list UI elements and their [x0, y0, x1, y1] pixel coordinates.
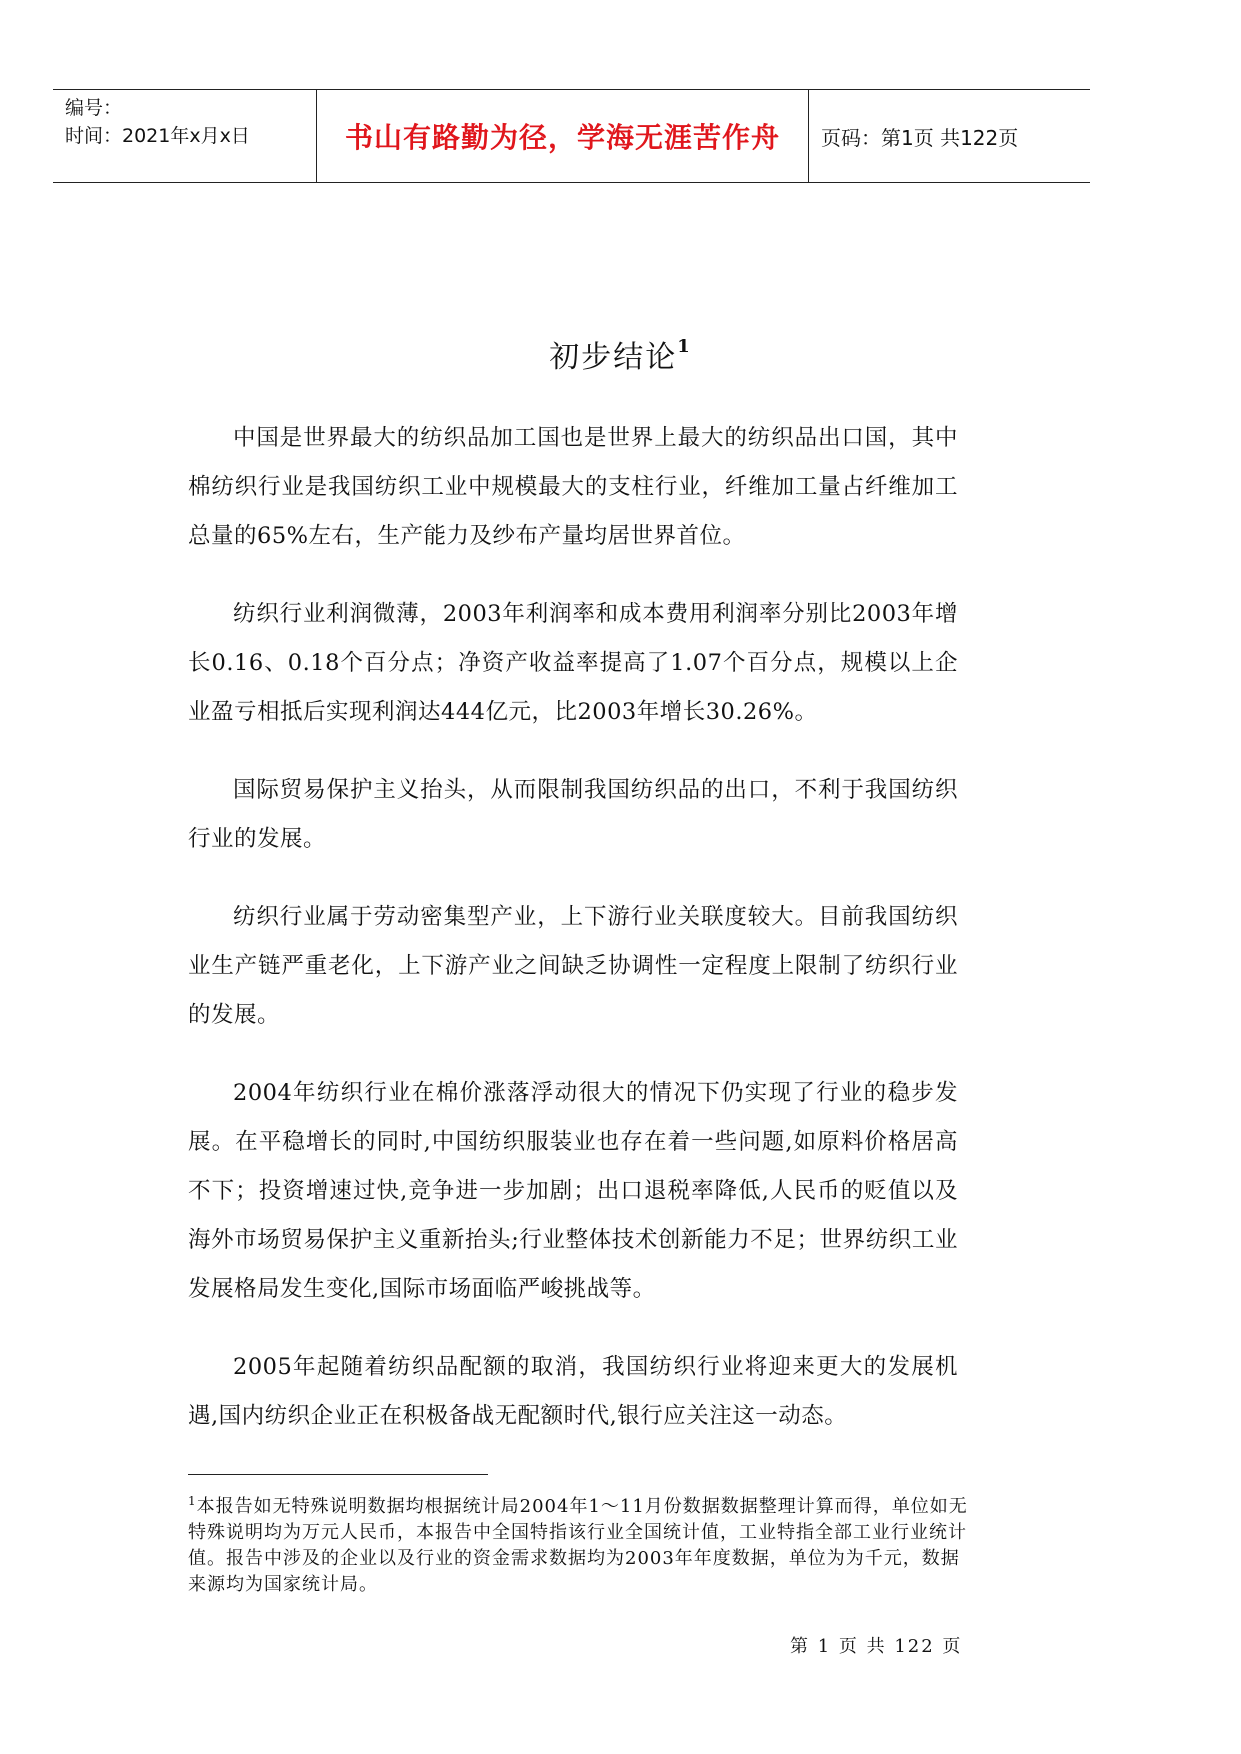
footnote — [188, 1488, 968, 1598]
page-title-text: 初步结论 — [549, 340, 678, 375]
footnote-text: 本报告如无特殊说明数据均根据统计局2004年1～11月份数据数据整理计算而得，单位如无特殊说明均为万元人民币，本报告中全国特指该行业全国统计值，工业特指全部工业行业统计值。报告中涉及的企业以及行业的资金需求数据均为2003年年度数据，单位为为千元，数据来源均为国家统计局。 — [188, 1496, 968, 1595]
header-meta — [53, 90, 317, 182]
paragraph: 国际贸易保护主义抬头，从而限制我国纺织品的出口，不利于我国纺织行业的发展。 — [188, 777, 958, 852]
paragraph: 纺织行业属于劳动密集型产业，上下游行业关联度较大。目前我国纺织业生产链严重老化，上下游产业之间缺乏协调性一定程度上限制了纺织行业的发展。 — [188, 904, 958, 1028]
page-footer: 第 1 页 共 122 页 — [790, 1636, 963, 1657]
footnote-divider — [188, 1474, 488, 1475]
header-page-info: 页码：第1页 共122页 — [821, 125, 1019, 150]
footnote-marker: 1 — [188, 1494, 197, 1508]
paragraph: 2005年起随着纺织品配额的取消，我国纺织行业将迎来更大的发展机遇,国内纺织企业正在积极备战无配额时代,银行应关注这一动态。 — [188, 1354, 958, 1429]
serial-number-label: 编号： — [65, 97, 123, 119]
paragraph: 中国是世界最大的纺织品加工国也是世界上最大的纺织品出口国，其中棉纺织行业是我国纺织工业中规模最大的支柱行业，纤维加工量占纤维加工总量的65%左右，生产能力及纱布产量均居世界首位。 — [188, 425, 958, 549]
paragraph: 2004年纺织行业在棉价涨落浮动很大的情况下仍实现了行业的稳步发展。在平稳增长的同时,中国纺织服装业也存在着一些问题,如原料价格居高不下；投资增速过快,竞争进一步加剧；出口退税率降低,人民币的贬值以及海外市场贸易保护主义重新抬头;行业整体技术创新能力不足；世界纺织工业发展格局发生变化,国际市场面临严峻挑战等。 — [188, 1080, 958, 1302]
page-title — [0, 332, 1241, 376]
document-header — [53, 89, 1090, 183]
paragraph: 纺织行业利润微薄，2003年利润率和成本费用利润率分别比2003年增长0.16、0.18个百分点；净资产收益率提高了1.07个百分点，规模以上企业盈亏相抵后实现利润达444亿元，比2003年增长30.26%。 — [188, 601, 958, 725]
title-footnote-marker: 1 — [677, 336, 692, 357]
date-label: 时间：2021年x月x日 — [65, 125, 250, 147]
header-motto: 书山有路勤为径，学海无涯苦作舟 — [317, 90, 809, 182]
body-content — [188, 414, 958, 1470]
